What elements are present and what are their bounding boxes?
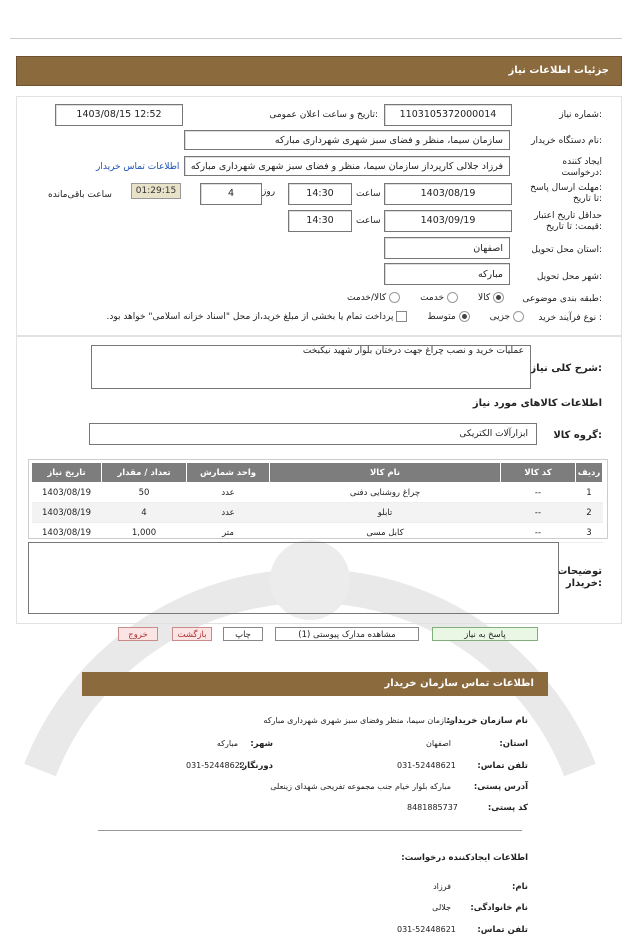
deadline-time-field: 14:30: [288, 183, 352, 205]
table-row: [32, 483, 603, 503]
item-unit: عدد: [187, 503, 270, 523]
need-number-field: 1103105372000014: [384, 104, 512, 126]
contact-divider: [98, 830, 522, 831]
last-name-label: نام خانوادگی:: [470, 903, 528, 913]
row-number: 2: [576, 503, 603, 523]
item-code: --: [501, 503, 576, 523]
reply-button[interactable]: پاسخ به نیاز: [432, 627, 538, 641]
contact-title: اطلاعات تماس سازمان خریدار: [384, 678, 534, 689]
table-header-row: [32, 463, 603, 483]
summary-field: عملیات خرید و نصب چراغ جهت درختان بلوار شهید نیکبخت: [91, 345, 531, 389]
items-table: [31, 462, 603, 543]
deadline-date-field: 1403/08/19: [384, 183, 512, 205]
col-unit-header: واحد شمارش: [187, 463, 270, 483]
contact-postal-value: 8481885737: [407, 803, 458, 812]
cat-goods-label: کالا: [477, 293, 491, 303]
need-number-label: شماره نیاز:: [559, 110, 602, 120]
remaining-label: ساعت باقی‌مانده: [48, 190, 112, 200]
table-row: [32, 503, 603, 523]
creator-phone-value: 031-52448621: [397, 925, 456, 934]
contact-city-label: شهر:: [250, 739, 273, 749]
item-qty: 50: [102, 483, 187, 503]
col-name-header: نام کالا: [270, 463, 501, 483]
goods-group-label: گروه کالا:: [553, 430, 602, 441]
item-name: چراغ روشنایی دفنی: [270, 483, 501, 503]
item-qty: 1,000: [102, 523, 187, 543]
exit-button[interactable]: خروج: [118, 627, 158, 641]
buyer-notes-field: [28, 542, 559, 614]
item-unit: عدد: [187, 483, 270, 503]
last-name-value: جلالی: [432, 903, 451, 912]
attachments-button[interactable]: مشاهده مدارک پیوستی (1): [275, 627, 419, 641]
payment-note: پرداخت تمام یا بخشی از مبلغ خرید،از محل "اسناد خزانه اسلامی" خواهد بود.: [106, 312, 394, 322]
contact-header: [82, 672, 548, 696]
org-value: سازمان سیما، منظر وفضای سبز شهری شهرداری مبارکه: [263, 716, 453, 725]
item-unit: متر: [187, 523, 270, 543]
creator-label-1: ایجاد کننده: [562, 157, 602, 167]
top-divider: [10, 38, 622, 39]
cat-service-radio[interactable]: [447, 292, 458, 303]
process-label: نوع فرآیند خرید :: [538, 313, 602, 323]
validity-time-field: 14:30: [288, 210, 352, 232]
deadline-time-label: ساعت: [356, 189, 381, 199]
item-name: کابل مسی: [270, 523, 501, 543]
item-code: --: [501, 523, 576, 543]
item-date: 1403/08/19: [32, 523, 102, 543]
proc-partial-radio[interactable]: [513, 311, 524, 322]
col-code-header: کد کالا: [501, 463, 576, 483]
city-field: مبارکه: [384, 263, 510, 285]
day-label: روز: [262, 187, 276, 197]
goods-section-title: اطلاعات کالاهای مورد نیاز: [472, 398, 602, 409]
process-options: [106, 311, 524, 322]
proc-partial-label: جزیی: [489, 312, 511, 322]
contact-fax-label: دورنگار:: [238, 761, 273, 771]
deadline-label-1: مهلت ارسال پاسخ:: [530, 183, 602, 193]
contact-province-label: استان:: [499, 739, 528, 749]
cat-goods-service-label: کالا/خدمت: [347, 293, 387, 303]
item-qty: 4: [102, 503, 187, 523]
creator-phone-label: تلفن تماس:: [477, 925, 528, 935]
contact-phone-label: تلفن تماس:: [477, 761, 528, 771]
summary-label: شرح کلی نیاز:: [530, 363, 602, 374]
first-name-value: فرزاد: [433, 882, 451, 891]
contact-province-value: اصفهان: [425, 739, 451, 748]
buyer-org-label: نام دستگاه خریدار:: [531, 136, 602, 146]
proc-medium-label: متوسط: [427, 312, 456, 322]
contact-city-value: مبارکه: [216, 739, 238, 748]
validity-time-label: ساعت: [356, 216, 381, 226]
creator-info-title: اطلاعات ایجادکننده درخواست:: [401, 853, 528, 863]
province-label: استان محل تحویل:: [531, 245, 602, 255]
item-date: 1403/08/19: [32, 483, 102, 503]
table-row: [32, 523, 603, 543]
row-number: 1: [576, 483, 603, 503]
countdown-timer: 01:29:15: [131, 183, 181, 199]
cat-goods-radio[interactable]: [493, 292, 504, 303]
notes-label-2: خریدار:: [565, 578, 602, 589]
contact-phone-value: 031-52448621: [397, 761, 456, 770]
col-qty-header: تعداد / مقدار: [102, 463, 187, 483]
announce-field: 1403/08/15 12:52: [55, 104, 183, 126]
page-header: [16, 56, 622, 86]
validity-label-1: حداقل تاریخ اعتبار: [534, 211, 602, 221]
contact-info-link[interactable]: اطلاعات تماس خریدار: [96, 162, 180, 172]
row-number: 3: [576, 523, 603, 543]
contact-address-label: آدرس پستی:: [473, 782, 528, 792]
category-options: [347, 292, 504, 303]
creator-field: فرزاد جلالی کارپرداز سازمان سیما، منظر و فضای سبز شهری شهرداری مبارکه: [184, 156, 510, 176]
creator-label-2: درخواست:: [561, 168, 602, 178]
notes-label-1: توضیحات: [557, 566, 602, 577]
contact-address-value: مبارکه بلوار خیام جنب مجموعه تفریحی شهدای زینعلی: [270, 782, 451, 791]
days-left-field: 4: [200, 183, 262, 205]
deadline-label-2: تا تاریخ:: [572, 194, 602, 204]
category-label: طبقه بندی موضوعی:: [522, 294, 602, 304]
buyer-org-field: سازمان سیما، منظر و فضای سبز شهری شهرداری مبارکه: [184, 130, 510, 150]
first-name-label: نام:: [511, 882, 528, 892]
item-date: 1403/08/19: [32, 503, 102, 523]
validity-date-field: 1403/09/19: [384, 210, 512, 232]
cat-service-label: خدمت: [420, 293, 445, 303]
payment-checkbox[interactable]: [396, 311, 407, 322]
item-code: --: [501, 483, 576, 503]
item-name: تابلو: [270, 503, 501, 523]
contact-postal-label: کد پستی:: [487, 803, 528, 813]
cat-goods-service-radio[interactable]: [389, 292, 400, 303]
org-label: نام سازمان خریدار:: [446, 716, 528, 726]
page-title: جزئیات اطلاعات نیاز: [508, 65, 609, 76]
goods-group-field: ابزارآلات الکتریکی: [89, 423, 537, 445]
print-button[interactable]: چاپ: [223, 627, 263, 641]
province-field: اصفهان: [384, 237, 510, 259]
proc-medium-radio[interactable]: [459, 311, 470, 322]
city-label: شهر محل تحویل:: [536, 272, 602, 282]
announce-label: تاریخ و ساعت اعلان عمومی:: [269, 110, 378, 120]
back-button[interactable]: بازگشت: [172, 627, 212, 641]
validity-label-2: قیمت: تا تاریخ:: [545, 222, 602, 232]
contact-fax-value: 031-52448622: [186, 761, 245, 770]
col-date-header: تاریخ نیاز: [32, 463, 102, 483]
col-row-header: ردیف: [576, 463, 603, 483]
